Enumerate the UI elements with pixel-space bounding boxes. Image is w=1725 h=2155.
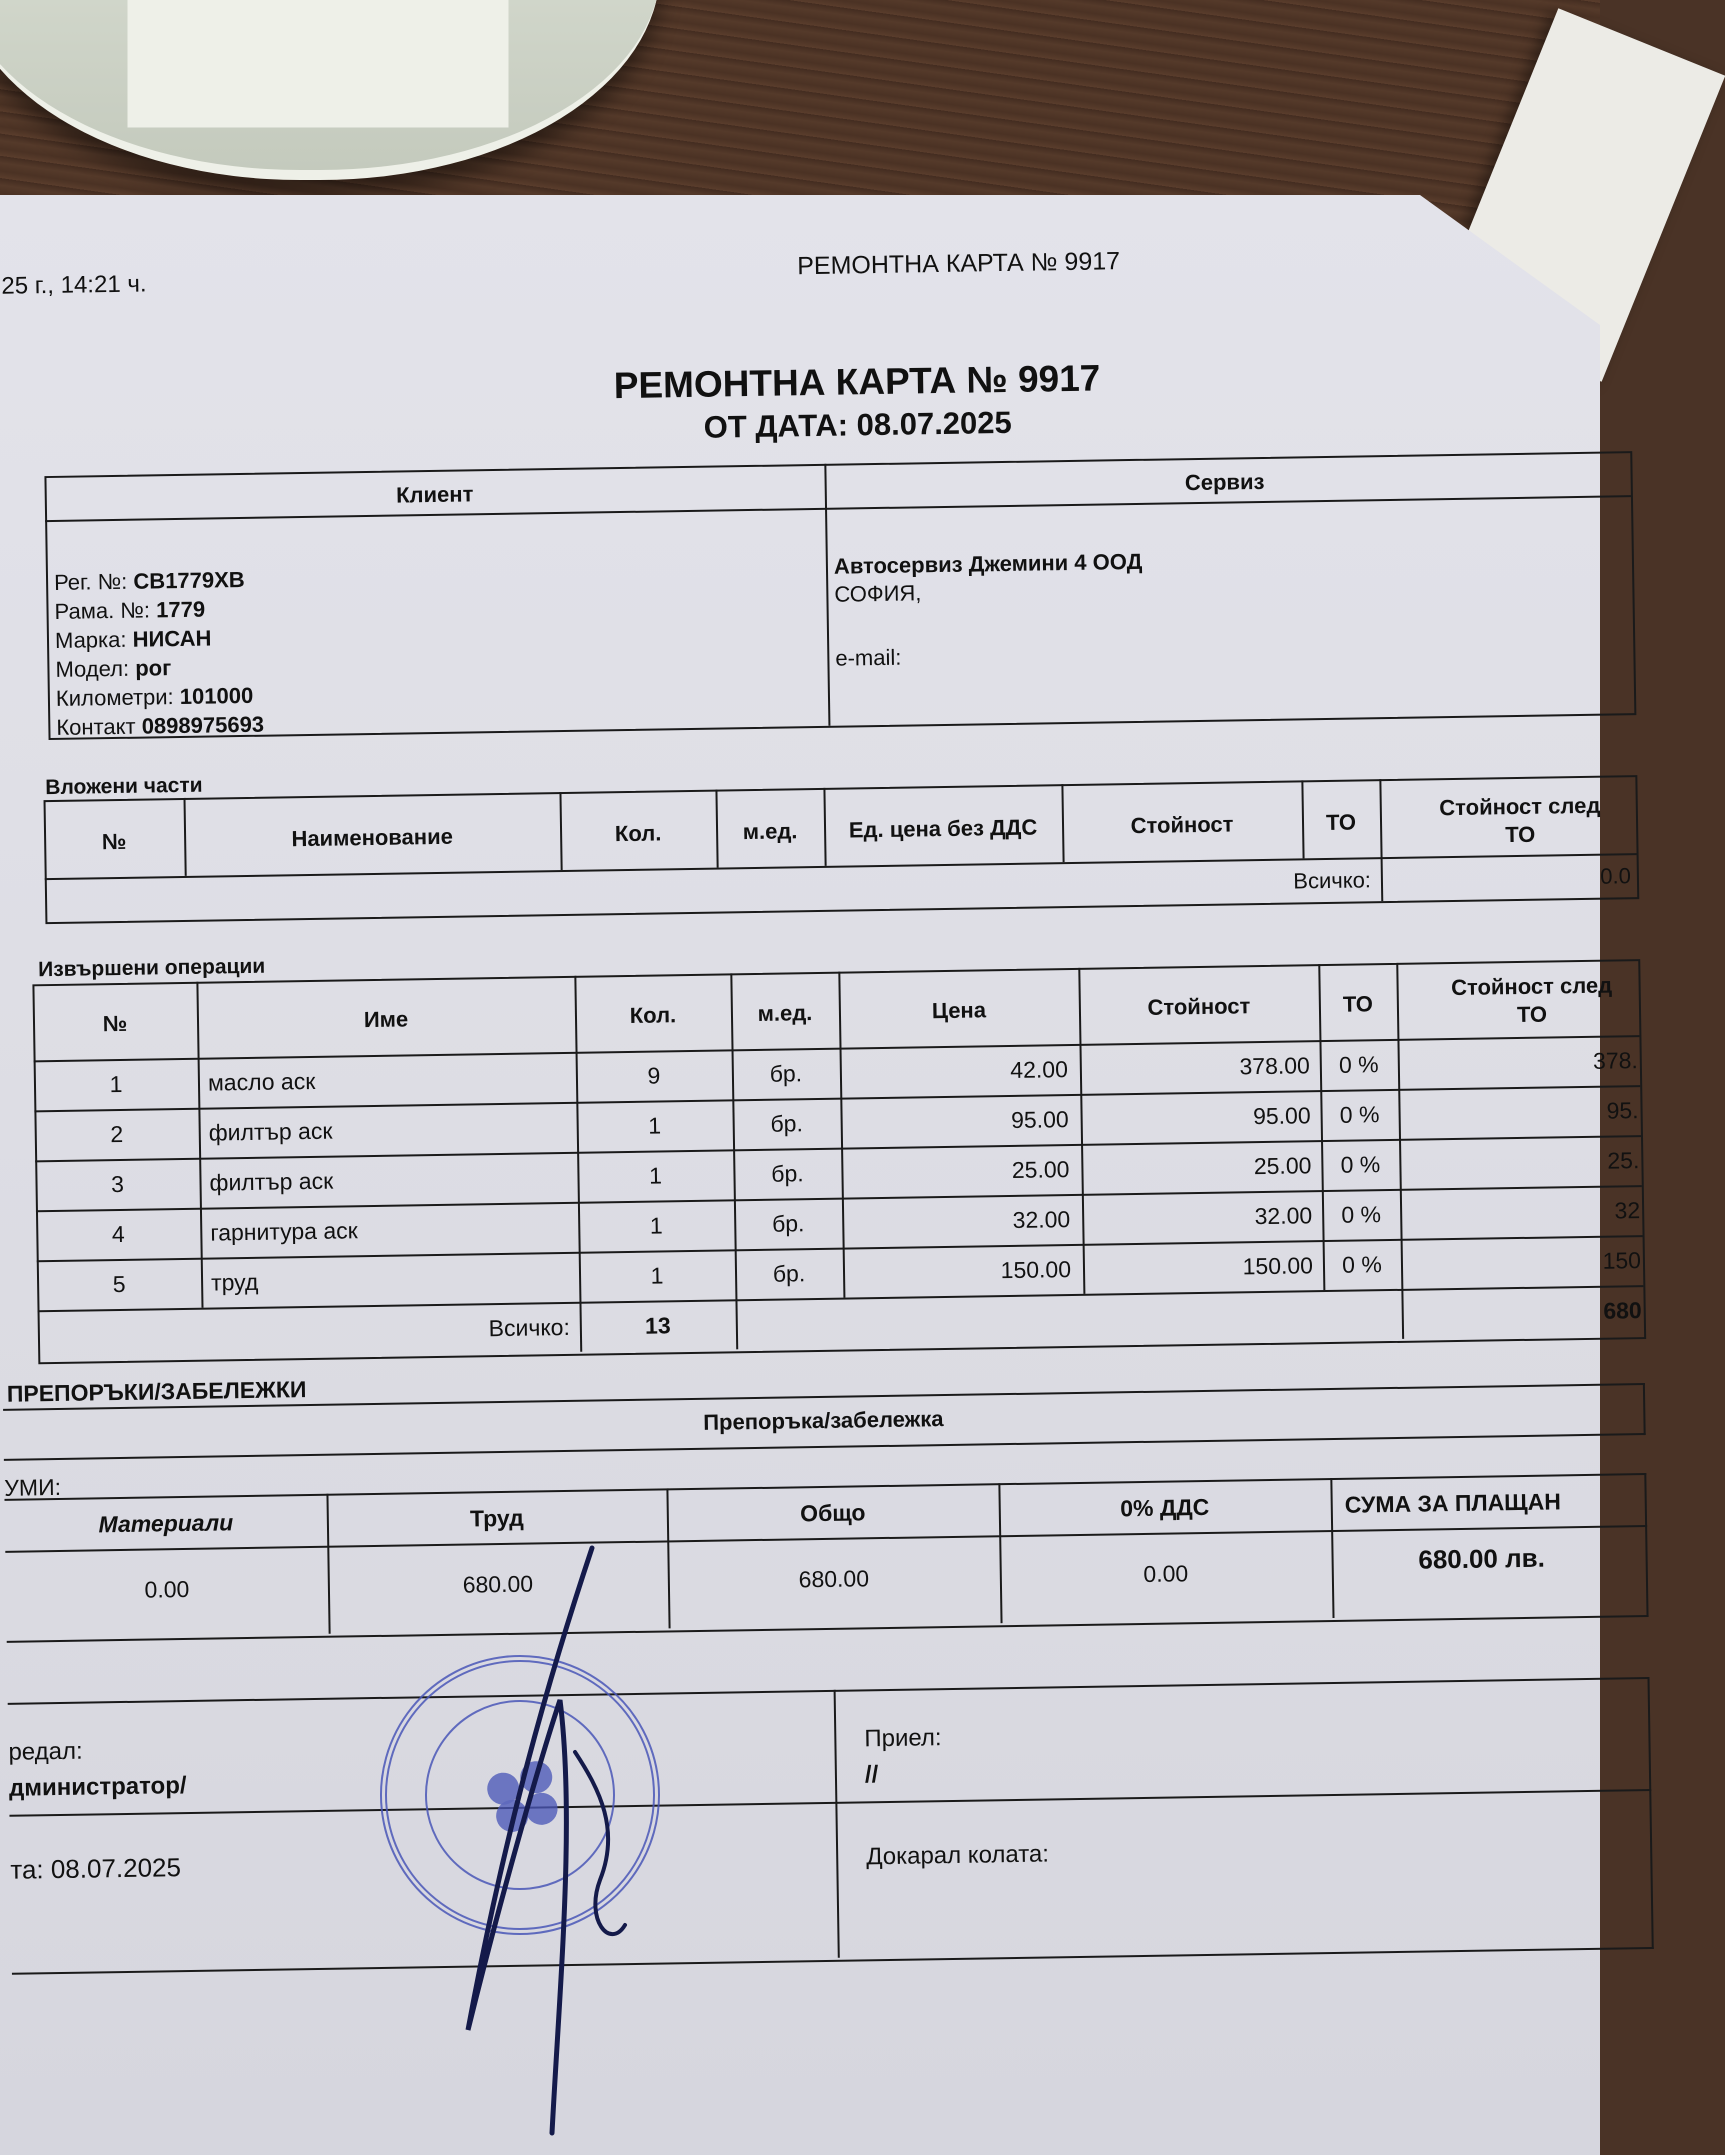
parts-title: Вложени части [45, 773, 203, 800]
sums-col-materials: Материали [98, 1509, 234, 1538]
parts-total-value: 0.0 [1600, 863, 1632, 889]
sums-title: УМИ: [4, 1473, 62, 1501]
client-heading: Клиент [395, 481, 474, 508]
table-row: 5 труд 1 бр. 150.00 150.00 0 % 150 [112, 1247, 1642, 1298]
table-row: 3 филтър аск 1 бр. 25.00 25.00 0 % 25. [110, 1147, 1640, 1198]
footer-date: та: 08.07.2025 [10, 1852, 182, 1885]
sums-col-vat: 0% ДДС [1120, 1493, 1210, 1522]
sums-vat-value: 0.00 [1143, 1560, 1189, 1587]
client-model: Модел: рог [55, 655, 172, 682]
service-email-label: e-mail: [835, 644, 902, 671]
parts-col-value-after: Стойност след ТО [1439, 792, 1601, 848]
parts-total-label: Всичко: [1293, 867, 1372, 894]
page-title: РЕМОНТНА КАРТА № 9917 [613, 357, 1101, 407]
signature-table [8, 1677, 1654, 1975]
parts-col-value: Стойност [1130, 811, 1234, 839]
received-label: Приел: [864, 1724, 942, 1753]
service-city: СОФИЯ, [834, 580, 922, 607]
client-frame: Рама. №: 1779 [54, 596, 206, 624]
parts-col-unit-price: Ед. цена без ДДС [848, 814, 1038, 843]
parts-col-no: № [101, 828, 127, 855]
parts-col-unit: м.ед. [742, 818, 798, 845]
received-value: // [864, 1761, 879, 1789]
print-header-title: РЕМОНТНА КАРТА № 9917 [796, 247, 1121, 281]
ops-col-name: Име [363, 1006, 409, 1033]
table-row: 2 филтър аск 1 бр. 95.00 95.00 0 % 95. [110, 1097, 1639, 1148]
parts-col-qty: Кол. [614, 820, 662, 847]
client-reg: Рег. №: CB1779XB [53, 566, 245, 595]
client-brand: Марка: НИСАН [54, 625, 212, 653]
flower-emblem-icon [485, 1759, 562, 1836]
parts-col-name: Наименование [291, 823, 454, 852]
ops-col-unit: м.ед. [757, 1000, 813, 1026]
ops-total-qty: 13 [644, 1312, 671, 1339]
ops-col-no: № [102, 1010, 128, 1037]
service-name: Автосервиз Джемини 4 ООД [833, 548, 1143, 579]
handed-value: дминистратор/ [8, 1772, 187, 1802]
handed-label: редал: [8, 1737, 83, 1766]
sums-col-payable: СУМА ЗА ПЛАЩАН [1344, 1488, 1562, 1518]
repair-card [0, 169, 1654, 2095]
print-timestamp: 25 г., 14:21 ч. [1, 270, 147, 300]
client-km: Километри: 101000 [55, 682, 254, 711]
sums-total-value: 680.00 [798, 1565, 870, 1593]
table-row: 1 масло аск 9 бр. 42.00 378.00 0 % 378. [109, 1047, 1638, 1098]
sums-col-labor: Труд [469, 1504, 524, 1532]
brought-label: Докарал колата: [865, 1840, 1050, 1871]
page-date: ОТ ДАТА: 08.07.2025 [703, 404, 1013, 445]
sums-labor-value: 680.00 [462, 1570, 534, 1598]
ops-col-value: Стойност [1147, 993, 1251, 1020]
table-row: 4 гарнитура аск 1 бр. 32.00 32.00 0 % 32 [111, 1197, 1641, 1248]
ops-col-price: Цена [931, 997, 987, 1024]
ops-col-qty: Кол. [629, 1002, 677, 1028]
notes-column: Препоръка/забележка [703, 1406, 944, 1435]
ops-title: Извършени операции [37, 954, 266, 982]
service-heading: Сервиз [1184, 468, 1265, 496]
ops-col-value-after: Стойност след ТО [1450, 972, 1613, 1028]
ops-total-label: Всичко: [488, 1313, 571, 1342]
notes-title: ПРЕПОРЪКИ/ЗАБЕЛЕЖКИ [6, 1376, 307, 1407]
parts-col-to: ТО [1325, 809, 1357, 835]
client-contact: Контакт 0898975693 [56, 711, 265, 740]
ops-total-value: 680 [1603, 1297, 1642, 1324]
sums-col-total: Общо [799, 1499, 866, 1527]
sums-payable-value: 680.00 лв. [1418, 1542, 1546, 1575]
sums-materials-value: 0.00 [144, 1575, 190, 1603]
ops-col-to: ТО [1342, 991, 1374, 1017]
